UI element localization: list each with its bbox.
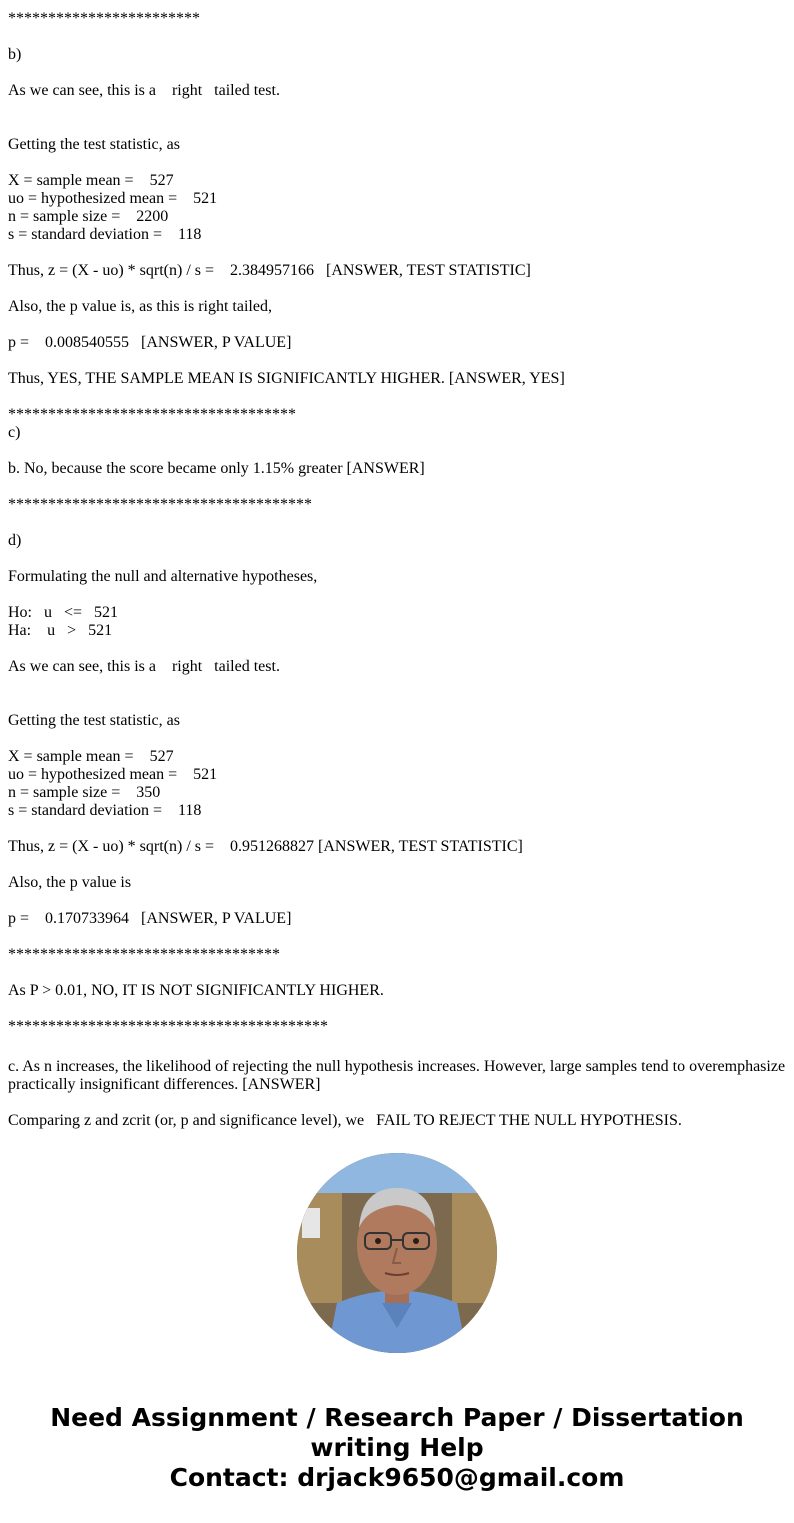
contact-banner [0,1403,794,1493]
text-line: p = 0.170733964 [ANSWER, P VALUE] [8,910,292,927]
text-line: Getting the test statistic, as [8,136,180,153]
text-line: Ha: u > 521 [8,622,113,639]
text-line: As we can see, this is a right tailed test. [8,658,280,675]
text-line: As we can see, this is a right tailed test. [8,82,280,99]
solution-text [8,10,790,1130]
text-line: n = sample size = 350 [8,784,161,801]
text-line: Also, the p value is [8,874,132,891]
text-line: X = sample mean = 527 [8,748,174,765]
text-line: b. No, because the score became only 1.15% greater [ANSWER] [8,460,425,477]
text-line: c) [8,424,21,441]
person-icon [297,1153,497,1353]
text-line: Getting the test statistic, as [8,712,180,729]
text-line: Comparing z and zcrit (or, p and significance level), we FAIL TO REJECT THE NULL HYPOTHESIS. [8,1112,682,1129]
text-line: ************************ [8,10,200,27]
text-line: d) [8,532,22,549]
footer-contact-line: Contact: drjack9650@gmail.com [169,1463,625,1492]
text-line: s = standard deviation = 118 [8,226,202,243]
text-line: As P > 0.01, NO, IT IS NOT SIGNIFICANTLY HIGHER. [8,982,384,999]
text-line: ********************************** [8,946,280,963]
text-line: uo = hypothesized mean = 521 [8,190,218,207]
footer-line-1: Need Assignment / Research Paper / Dissertation [50,1403,744,1432]
text-line: Thus, z = (X - uo) * sqrt(n) / s = 2.384957166 [ANSWER, TEST STATISTIC] [8,262,531,279]
text-line: Thus, YES, THE SAMPLE MEAN IS SIGNIFICANTLY HIGHER. [ANSWER, YES] [8,370,565,387]
text-line: uo = hypothesized mean = 521 [8,766,218,783]
text-line: Ho: u <= 521 [8,604,119,621]
text-line: **************************************** [8,1018,328,1035]
text-line: X = sample mean = 527 [8,172,174,189]
author-photo [297,1153,497,1353]
text-line: ************************************** [8,496,312,513]
text-line: Formulating the null and alternative hypotheses, [8,568,318,585]
footer-line-2: writing Help [310,1433,484,1462]
text-line: n = sample size = 2200 [8,208,169,225]
text-line: ************************************ [8,406,296,423]
text-line: c. As n increases, the likelihood of rejecting the null hypothesis increases. However, large samples tend to overemphasize practically insignificant differences. [ANSWER] [8,1058,786,1093]
text-line: p = 0.008540555 [ANSWER, P VALUE] [8,334,292,351]
text-line: Thus, z = (X - uo) * sqrt(n) / s = 0.951268827 [ANSWER, TEST STATISTIC] [8,838,523,855]
text-line: Also, the p value is, as this is right tailed, [8,298,272,315]
text-line: s = standard deviation = 118 [8,802,202,819]
text-line: b) [8,46,22,63]
